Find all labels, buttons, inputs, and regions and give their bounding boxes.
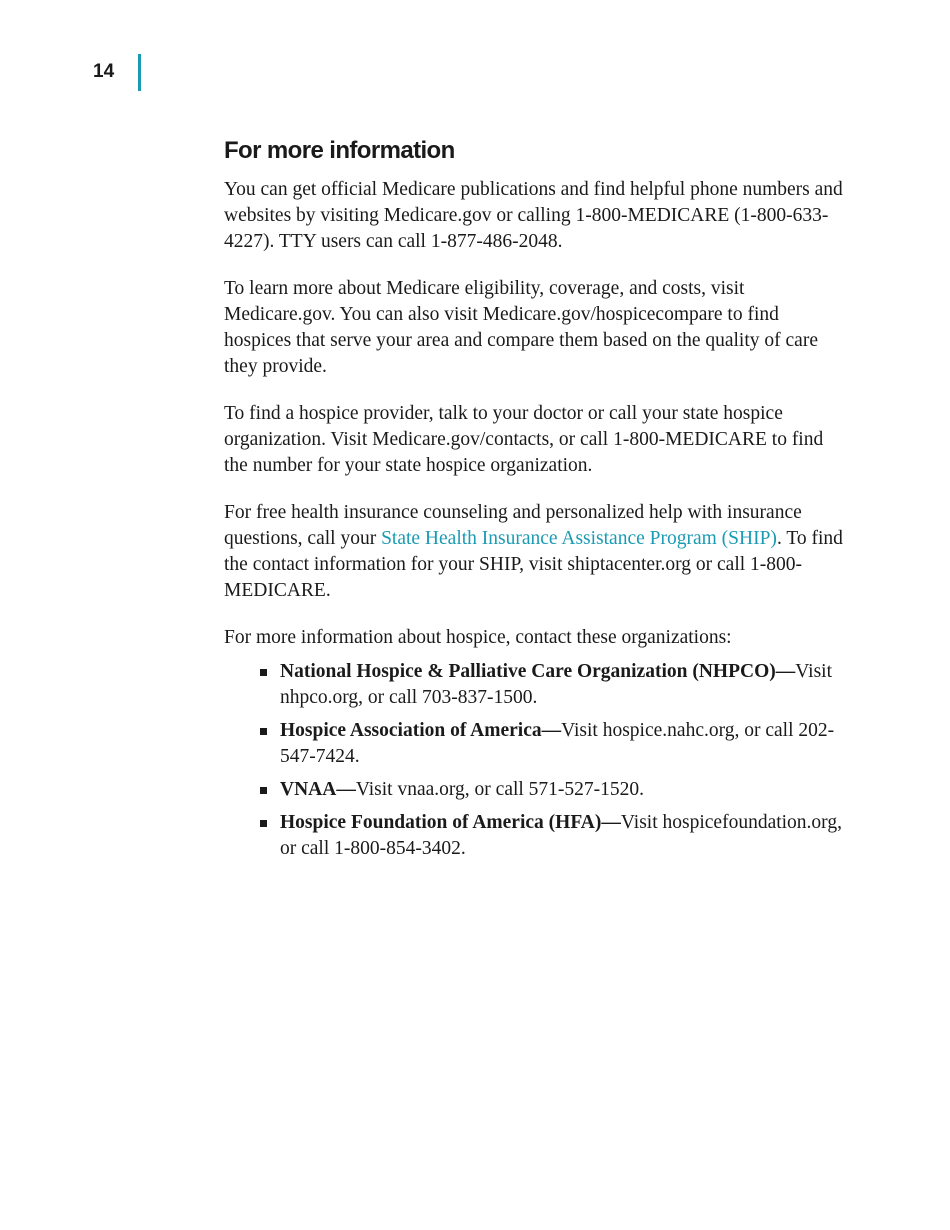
organization-name: Hospice Foundation of America (HFA)— [280,812,621,833]
organization-details: Visit hospicefoundation.org, or call 1-800-854-3402. [280,812,842,859]
paragraph-publications: You can get official Medicare publications and find helpful phone numbers and websites by visiting Medicare.gov or calling 1-800-MEDICARE (1-800-633-4227). TTY users can call 1-877-486-2048. [224,179,843,252]
paragraph-organizations-intro: For more information about hospice, contact these organizations: [224,627,732,648]
main-content [224,135,844,869]
paragraph-eligibility: To learn more about Medicare eligibility, coverage, and costs, visit Medicare.gov. You can also visit Medicare.gov/hospicecompare to find hospices that serve your area and compare them based on the quality of care they provide. [224,278,818,377]
organization-details: Visit vnaa.org, or call 571-527-1520. [355,779,645,800]
page-number-divider [138,54,141,91]
bullet-icon [260,728,267,735]
ship-link[interactable]: State Health Insurance Assistance Program (SHIP) [381,528,777,549]
paragraph-ship [224,500,844,604]
organization-name: VNAA— [280,779,356,800]
paragraph-find-provider: To find a hospice provider, talk to your doctor or call your state hospice organization. Visit Medicare.gov/contacts, or call 1-800-MEDICARE to find the number for your state hospice organization. [224,403,824,476]
section-title: For more information [224,137,455,164]
list-item [280,810,844,862]
list-item [280,718,844,770]
bullet-icon [260,787,267,794]
organization-name: National Hospice & Palliative Care Organization (NHPCO)— [280,661,796,682]
organization-details: Visit nhpco.org, or call 703-837-1500. [280,661,833,708]
bullet-icon [260,820,267,827]
organization-list [224,659,844,862]
ship-text-after: . To find the contact information for your SHIP, visit shiptacenter.org or call 1-800-MEDICARE. [224,528,843,601]
ship-text-before: For free health insurance counseling and personalized help with insurance questions, call your [224,502,802,549]
list-item [280,659,844,711]
organization-details: Visit hospice.nahc.org, or call 202-547-7424. [280,720,835,767]
bullet-icon [260,669,267,676]
organization-name: Hospice Association of America— [280,720,562,741]
list-item [280,777,844,803]
page-number: 14 [93,61,115,82]
